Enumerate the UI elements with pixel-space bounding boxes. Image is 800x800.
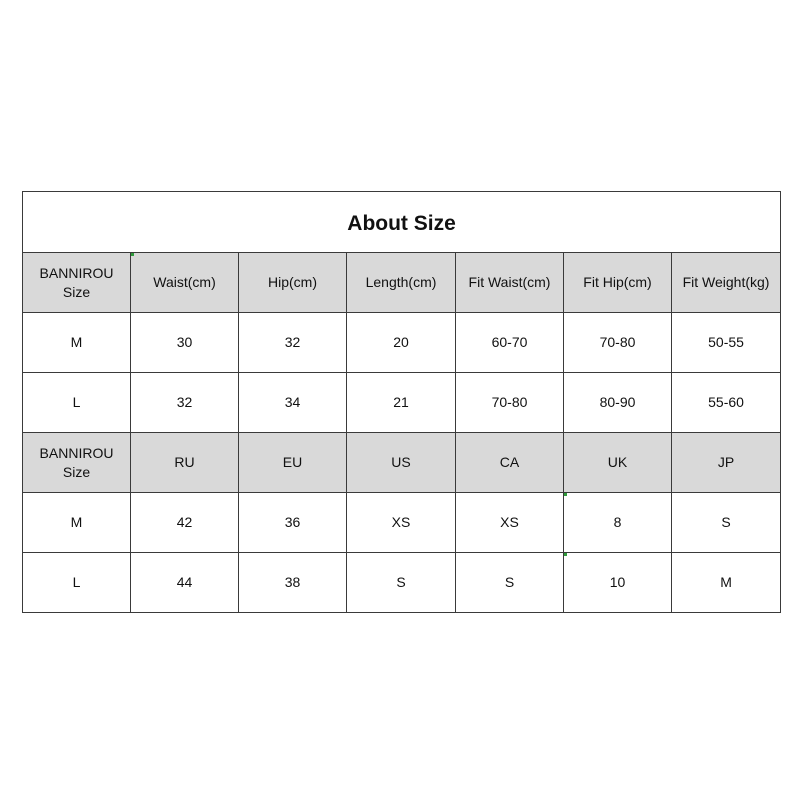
header-cell-size: BANNIROU Size: [23, 433, 131, 493]
header-cell-size: BANNIROU Size: [23, 253, 131, 313]
value-cell: 44: [131, 553, 239, 613]
value-cell: M: [672, 553, 781, 613]
header-cell-ru: RU: [131, 433, 239, 493]
header-cell-uk: UK: [564, 433, 672, 493]
header-cell-fit-weight: Fit Weight(kg): [672, 253, 781, 313]
value-cell: S: [456, 553, 564, 613]
header-cell-length: Length(cm): [347, 253, 456, 313]
conversion-header-row: [23, 433, 781, 493]
value-cell: 32: [131, 373, 239, 433]
header-cell-hip: Hip(cm): [239, 253, 347, 313]
value-cell: 70-80: [456, 373, 564, 433]
value-cell: 20: [347, 313, 456, 373]
table-row: [23, 553, 781, 613]
value-cell: 8: [564, 493, 672, 553]
value-cell: 60-70: [456, 313, 564, 373]
table-title: About Size: [23, 192, 781, 253]
value-cell: XS: [456, 493, 564, 553]
size-cell: L: [23, 373, 131, 433]
value-cell: XS: [347, 493, 456, 553]
value-cell: 55-60: [672, 373, 781, 433]
size-cell: L: [23, 553, 131, 613]
size-chart-table: [22, 191, 781, 613]
size-cell: M: [23, 493, 131, 553]
header-cell-fit-waist: Fit Waist(cm): [456, 253, 564, 313]
value-cell: 42: [131, 493, 239, 553]
value-cell: 21: [347, 373, 456, 433]
value-cell: 30: [131, 313, 239, 373]
value-cell: 80-90: [564, 373, 672, 433]
value-cell: S: [347, 553, 456, 613]
table-row: [23, 313, 781, 373]
value-cell: S: [672, 493, 781, 553]
table-row: [23, 373, 781, 433]
value-cell: 34: [239, 373, 347, 433]
header-cell-eu: EU: [239, 433, 347, 493]
size-cell: M: [23, 313, 131, 373]
value-cell: 36: [239, 493, 347, 553]
value-cell: 50-55: [672, 313, 781, 373]
title-row: [23, 192, 781, 253]
value-cell: 10: [564, 553, 672, 613]
header-cell-jp: JP: [672, 433, 781, 493]
value-cell: 32: [239, 313, 347, 373]
value-cell: 70-80: [564, 313, 672, 373]
measurement-header-row: [23, 253, 781, 313]
value-cell: 38: [239, 553, 347, 613]
table-row: [23, 493, 781, 553]
header-cell-waist: Waist(cm): [131, 253, 239, 313]
header-cell-us: US: [347, 433, 456, 493]
header-cell-fit-hip: Fit Hip(cm): [564, 253, 672, 313]
header-cell-ca: CA: [456, 433, 564, 493]
